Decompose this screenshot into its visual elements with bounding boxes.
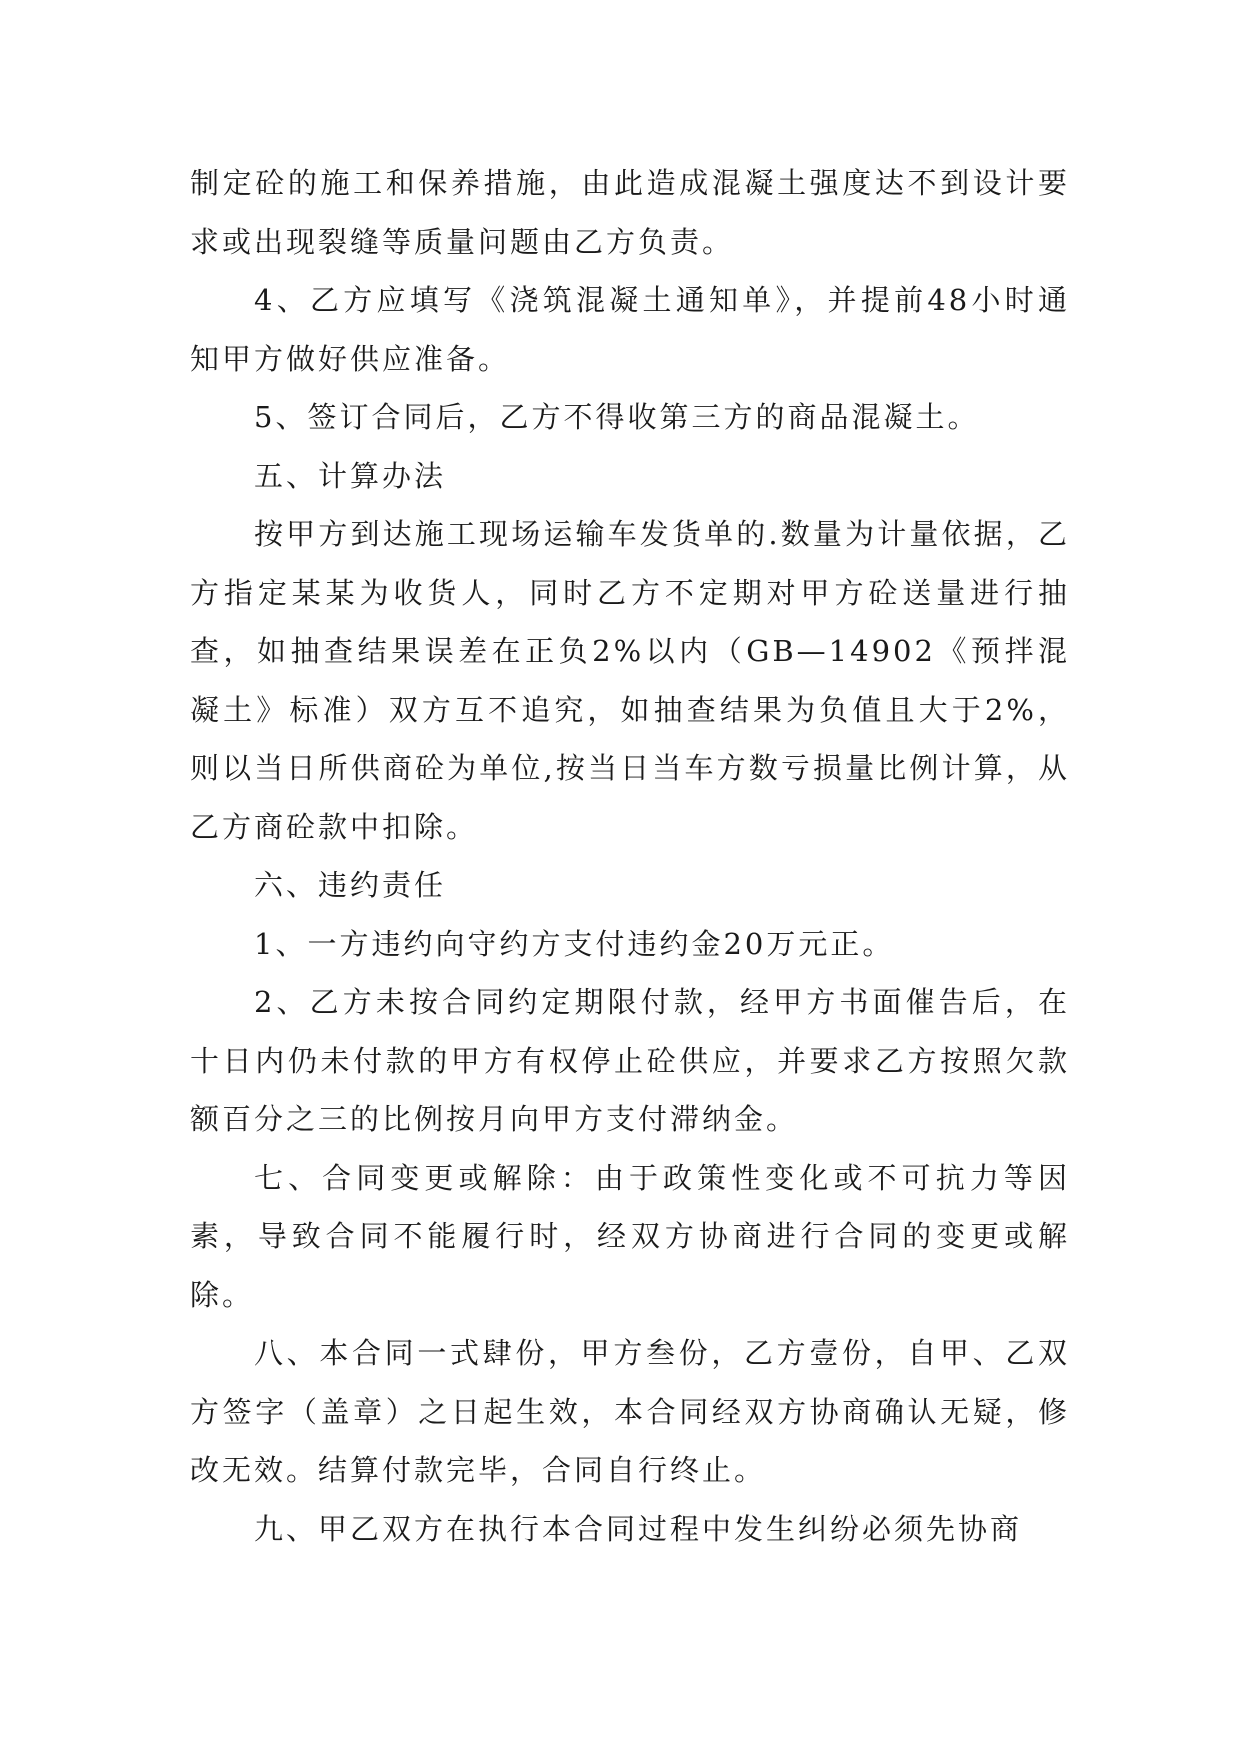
paragraph-calculation-method: 按甲方到达施工现场运输车发货单的.数量为计量依据，乙方指定某某为收货人，同时乙方不定期对甲方砼送量进行抽查，如抽查结果误差在正负2%以内（GB—14902《预拌混凝土》标准）双方互不追究，如抽查结果为负值且大于2%，则以当日所供商砼为单位,按当日当车方数亏损量比例计算，从乙方商砼款中扣除。 [190, 517, 1070, 844]
paragraph-clause-5: 5、签订合同后，乙方不得收第三方的商品混凝土。 [254, 400, 980, 434]
paragraph-liability-1: 1、一方违约向守约方支付违约金20万元正。 [254, 926, 895, 961]
paragraph-continuation: 制定砼的施工和保养措施，由此造成混凝土强度达不到设计要求或出现裂缝等质量问题由乙方负责。 [190, 166, 1070, 259]
paragraph-section-7: 七、合同变更或解除：由于政策性变化或不可抗力等因素，导致合同不能履行时，经双方协商进行合同的变更或解除。 [190, 1160, 1070, 1312]
paragraph-section-8: 八、本合同一式肆份，甲方叁份，乙方壹份，自甲、乙双方签字（盖章）之日起生效，本合同经双方协商确认无疑，修改无效。结算付款完毕，合同自行终止。 [190, 1336, 1070, 1487]
section-heading-liability: 六、违约责任 [254, 868, 447, 902]
section-heading-calculation: 五、计算办法 [254, 458, 447, 493]
document-body [190, 154, 1070, 1558]
paragraph-section-9: 九、甲乙双方在执行本合同过程中发生纠纷必须先协商 [254, 1511, 1023, 1546]
paragraph-clause-4: 4、乙方应填写《浇筑混凝土通知单》，并提前48小时通知甲方做好供应准备。 [190, 283, 1070, 376]
paragraph-liability-2: 2、乙方未按合同约定期限付款，经甲方书面催告后，在十日内仍未付款的甲方有权停止砼供应，并要求乙方按照欠款额百分之三的比例按月向甲方支付滞纳金。 [190, 985, 1070, 1136]
